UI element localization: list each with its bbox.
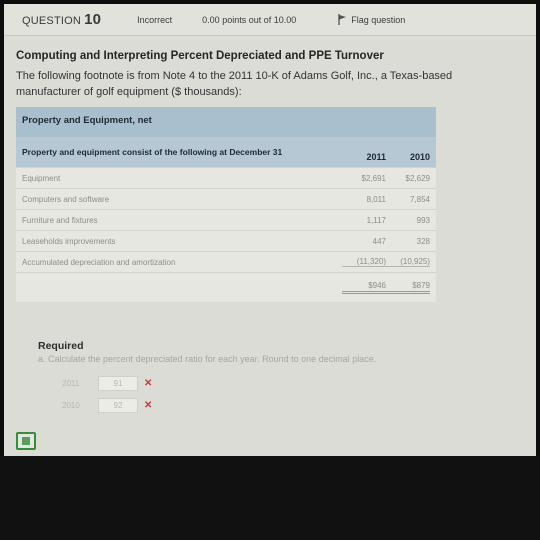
table-total-row xyxy=(16,272,436,302)
question-label: QUESTION 10 xyxy=(22,11,102,28)
table-subheader xyxy=(16,137,436,167)
answer-input[interactable]: 92 xyxy=(98,398,138,413)
table-body xyxy=(16,167,436,302)
required-title: Required xyxy=(38,340,84,352)
total-2010: $879 xyxy=(386,281,430,294)
question-number: 10 xyxy=(84,11,102,28)
answer-year: 2011 xyxy=(62,378,80,388)
row-label: Accumulated depreciation and amortization xyxy=(22,257,176,267)
value-2011: 1,117 xyxy=(366,215,386,225)
browser-screen xyxy=(4,4,536,456)
table-caption: Property and Equipment, net xyxy=(16,107,436,137)
flag-icon xyxy=(338,14,347,25)
value-2010: 328 xyxy=(416,236,430,246)
value-2011: 447 xyxy=(372,236,386,246)
question-description: The following footnote is from Note 4 to the 2011 10-K of Adams Golf, Inc., a Texas-based manufacturer of golf equipment ($ thousands): xyxy=(16,70,453,98)
value-2011: (11,320) xyxy=(342,257,386,267)
row-label: Leaseholds improvements xyxy=(22,236,116,246)
incorrect-x-icon: ✕ xyxy=(144,399,153,411)
ppe-footnote-table xyxy=(16,107,436,302)
question-content xyxy=(4,36,536,416)
question-title: Computing and Interpreting Percent Depreciated and PPE Turnover xyxy=(16,50,384,62)
points-text: 0.00 points out of 10.00 xyxy=(202,14,297,25)
answer-input[interactable]: 91 xyxy=(98,376,138,391)
question-header xyxy=(4,4,536,36)
answer-list xyxy=(38,372,524,416)
flag-question-label: Flag question xyxy=(351,14,406,25)
value-2010: 7,854 xyxy=(409,194,430,204)
year-header-2011: 2011 xyxy=(366,152,386,162)
flag-question-button[interactable] xyxy=(338,14,405,25)
total-2011: $946 xyxy=(342,281,386,294)
row-label: Equipment xyxy=(22,173,61,183)
table-row xyxy=(16,230,436,251)
table-row xyxy=(16,188,436,209)
table-row xyxy=(16,167,436,188)
required-question: a. Calculate the percent depreciated ratio for each year. Round to one decimal place. xyxy=(38,354,377,364)
answer-year: 2010 xyxy=(62,400,80,410)
value-2011: 8,011 xyxy=(366,194,386,204)
table-subcaption: Property and equipment consist of the following at December 31 xyxy=(22,147,283,157)
status-badge: Incorrect xyxy=(137,14,173,25)
value-2010: 993 xyxy=(416,215,430,225)
value-2010: (10,925) xyxy=(386,257,430,267)
year-header-2010: 2010 xyxy=(409,152,430,162)
table-row xyxy=(16,209,436,230)
incorrect-x-icon: ✕ xyxy=(144,377,153,389)
required-section xyxy=(38,340,524,416)
row-label: Computers and software xyxy=(22,194,110,204)
table-row xyxy=(16,251,436,272)
value-2010: $2,629 xyxy=(405,173,430,183)
answer-row xyxy=(38,394,524,416)
calculator-icon[interactable] xyxy=(16,432,36,450)
row-label: Furniture and fixtures xyxy=(22,215,98,225)
monitor-bezel xyxy=(0,456,540,540)
value-2011: $2,691 xyxy=(361,173,386,183)
answer-row xyxy=(38,372,524,394)
